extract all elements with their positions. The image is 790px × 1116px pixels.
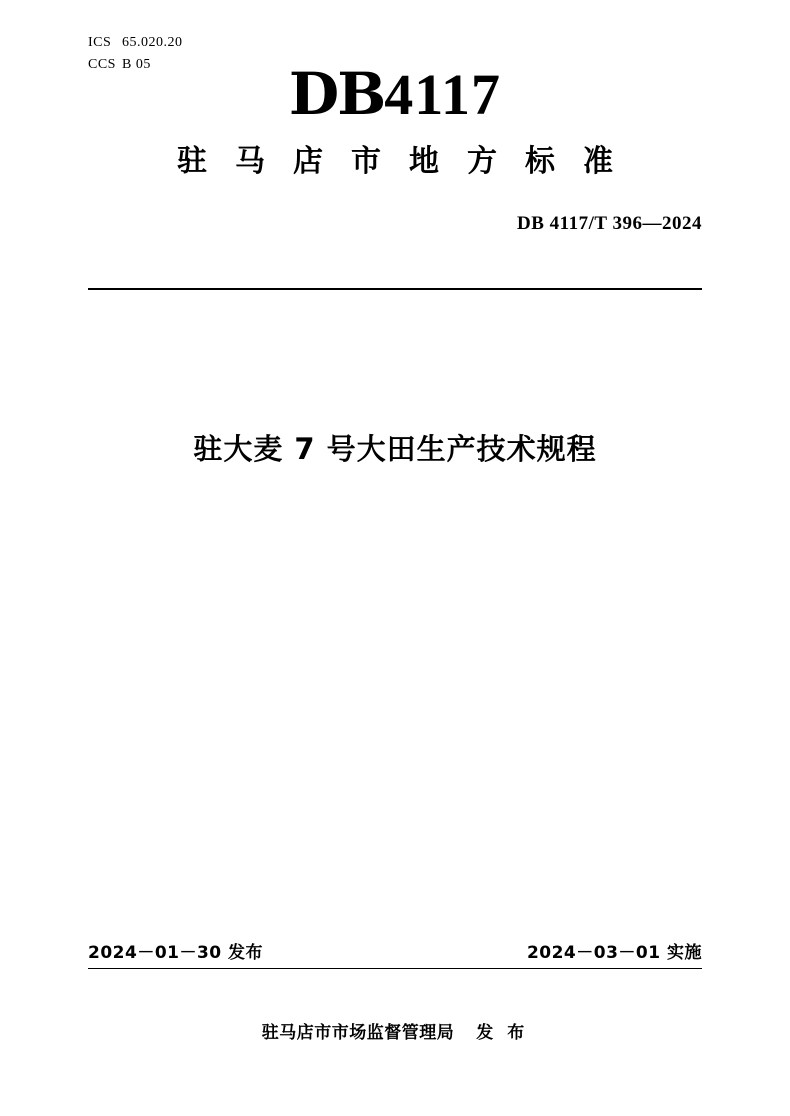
dates-row — [88, 938, 702, 963]
publisher-row — [0, 1018, 790, 1043]
publisher-name: 驻马店市市场监督管理局 — [261, 1023, 455, 1043]
ics-label: ICS — [88, 35, 112, 50]
db-number: 4117 — [384, 62, 502, 127]
document-title: 驻大麦 7 号大田生产技术规程 — [193, 432, 597, 466]
publisher-issue-word: 发 布 — [476, 1023, 529, 1043]
issue-date: 2024－01－30 发布 — [88, 943, 264, 963]
footer-divider — [88, 968, 702, 969]
implementation-date: 2024－03－01 实施 — [526, 943, 702, 963]
header-divider — [88, 288, 702, 290]
db-prefix: DB — [288, 60, 385, 128]
standard-body-name: 驻马店市地方标准 — [177, 144, 641, 179]
db-mark — [0, 62, 790, 127]
ics-row — [88, 32, 183, 54]
standard-number: DB 4117/T 396—2024 — [517, 213, 702, 234]
ics-value: 65.020.20 — [122, 35, 183, 50]
ccs-value: B 05 — [122, 57, 151, 72]
ccs-label: CCS — [88, 57, 116, 72]
